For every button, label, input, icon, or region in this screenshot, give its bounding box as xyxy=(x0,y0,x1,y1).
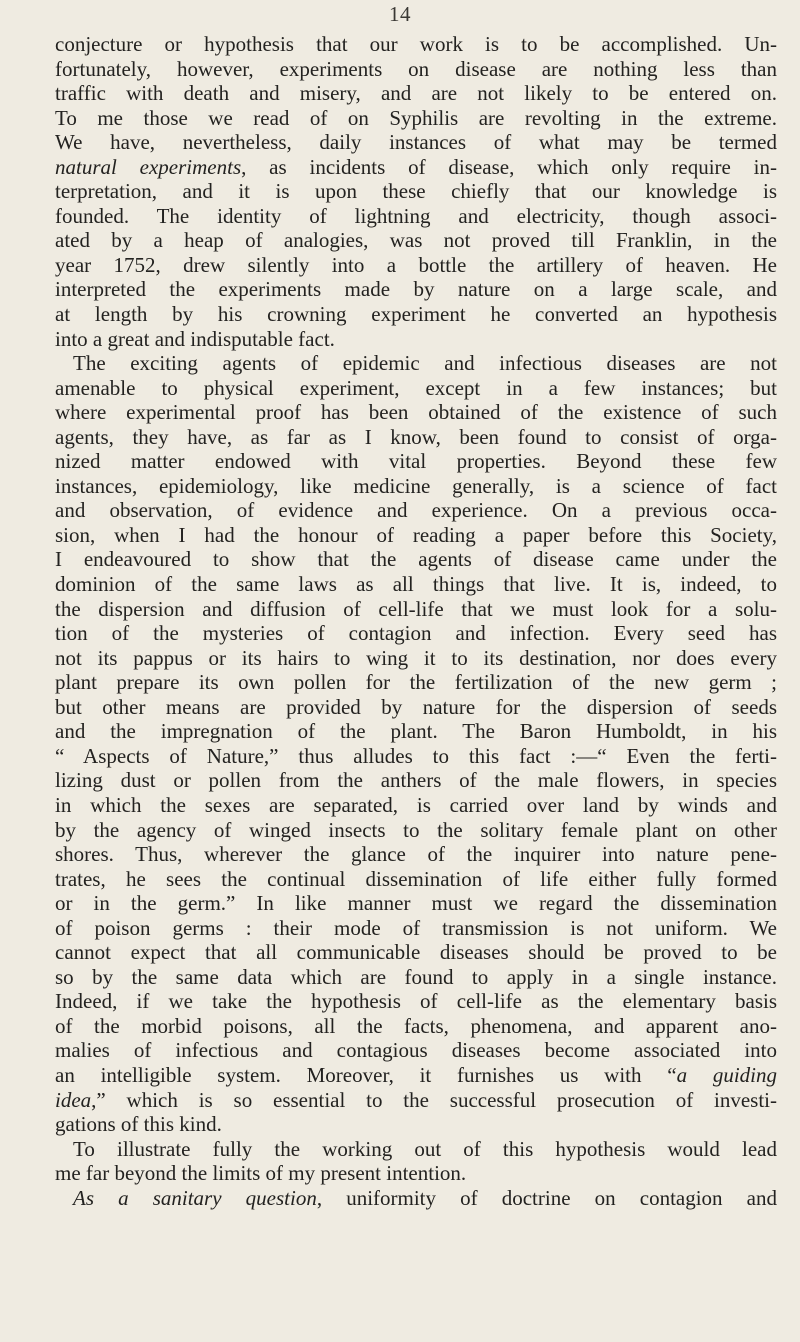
text-line: tion of the mysteries of contagion and infection. Every seed has xyxy=(55,621,777,646)
text-line: “ Aspects of Nature,” thus alludes to this fact :—“ Even the ferti- xyxy=(55,743,777,768)
text-line: but other means are provided by nature for the dispersion of seeds xyxy=(55,694,777,719)
italic-text: a guiding xyxy=(676,1062,777,1087)
text-line: fortunately, however, experiments on disease are nothing less than xyxy=(55,56,777,81)
text-line: or in the germ.” In like manner must we regard the dissemination xyxy=(55,891,777,916)
text-line: and observation, of evidence and experience. On a previous occa- xyxy=(55,498,777,523)
text-line: ated by a heap of analogies, was not proved till Franklin, in the xyxy=(55,228,777,253)
text-line: terpretation, and it is upon these chiefly that our knowledge is xyxy=(55,179,777,204)
text-line: into a great and indisputable fact. xyxy=(55,326,335,351)
text-line: sion, when I had the honour of reading a paper before this Society, xyxy=(55,522,777,547)
text-line: cannot expect that all communicable diseases should be proved to be xyxy=(55,940,777,965)
italic-text: natural experiments xyxy=(55,154,242,179)
italic-text: As a sanitary question xyxy=(73,1185,317,1210)
text-line: so by the same data which are found to apply in a single instance. xyxy=(55,964,777,989)
text-line: To illustrate fully the working out of this hypothesis would lead xyxy=(73,1136,777,1161)
text-line xyxy=(55,155,777,180)
text-line: shores. Thus, wherever the glance of the inquirer into nature pene- xyxy=(55,842,777,867)
text-line: lizing dust or pollen from the anthers of the male flowers, in species xyxy=(55,768,777,793)
text-line: and the impregnation of the plant. The Baron Humboldt, in his xyxy=(55,719,777,744)
text-line: the dispersion and diffusion of cell-life that we must look for a solu- xyxy=(55,596,777,621)
text-line: amenable to physical experiment, except in a few instances; but xyxy=(55,375,777,400)
text-line: The exciting agents of epidemic and infectious diseases are not xyxy=(73,351,777,376)
text-line: nized matter endowed with vital properties. Beyond these few xyxy=(55,449,777,474)
text-segment: an intelligible system. Moreover, it furnishes us with “ xyxy=(55,1062,677,1087)
text-line: We have, nevertheless, daily instances of what may be termed xyxy=(55,130,777,155)
text-line: where experimental proof has been obtained of the existence of such xyxy=(55,400,777,425)
text-line: trates, he sees the continual dissemination of life either fully formed xyxy=(55,866,777,891)
text-line: dominion of the same laws as all things that live. It is, indeed, to xyxy=(55,572,777,597)
italic-text: idea xyxy=(55,1087,92,1112)
text-line xyxy=(55,1088,777,1113)
text-line: of the morbid poisons, all the facts, phenomena, and apparent ano- xyxy=(55,1013,777,1038)
text-line: agents, they have, as far as I know, been found to consist of orga- xyxy=(55,424,777,449)
text-line: conjecture or hypothesis that our work is to be accomplished. Un- xyxy=(55,32,777,56)
text-line: of poison germs : their mode of transmission is not uniform. We xyxy=(55,915,777,940)
text-segment: , as incidents of disease, which only require in- xyxy=(241,154,778,179)
text-line: me far beyond the limits of my present intention. xyxy=(55,1161,467,1186)
text-line: not its pappus or its hairs to wing it to its destination, nor does every xyxy=(55,645,777,670)
text-segment: ,” which is so essential to the successful prosecution of investi- xyxy=(91,1087,777,1112)
body-text xyxy=(55,32,777,1210)
page-number: 14 xyxy=(389,2,411,26)
text-line: founded. The identity of lightning and electricity, though associ- xyxy=(55,203,777,228)
text-line: year 1752, drew silently into a bottle the artillery of heaven. He xyxy=(55,252,777,277)
text-line xyxy=(55,1186,777,1211)
text-line: instances, epidemiology, like medicine generally, is a science of fact xyxy=(55,473,777,498)
text-line: at length by his crowning experiment he converted an hypothesis xyxy=(55,302,777,327)
text-line: Indeed, if we take the hypothesis of cell-life as the elementary basis xyxy=(55,989,777,1014)
text-line: gations of this kind. xyxy=(55,1112,222,1137)
text-line: plant prepare its own pollen for the fertilization of the new germ ; xyxy=(55,670,777,695)
text-line: traffic with death and misery, and are not likely to be entered on. xyxy=(55,81,777,106)
text-line: in which the sexes are separated, is carried over land by winds and xyxy=(55,792,777,817)
text-line: interpreted the experiments made by nature on a large scale, and xyxy=(55,277,777,302)
text-line: by the agency of winged insects to the solitary female plant on other xyxy=(55,817,777,842)
text-line: malies of infectious and contagious diseases become associated into xyxy=(55,1038,777,1063)
text-line: To me those we read of on Syphilis are revolting in the extreme. xyxy=(55,105,777,130)
text-segment: , uniformity of doctrine on contagion and xyxy=(316,1185,777,1210)
text-line: I endeavoured to show that the agents of disease came under the xyxy=(55,547,777,572)
text-line xyxy=(55,1063,777,1088)
